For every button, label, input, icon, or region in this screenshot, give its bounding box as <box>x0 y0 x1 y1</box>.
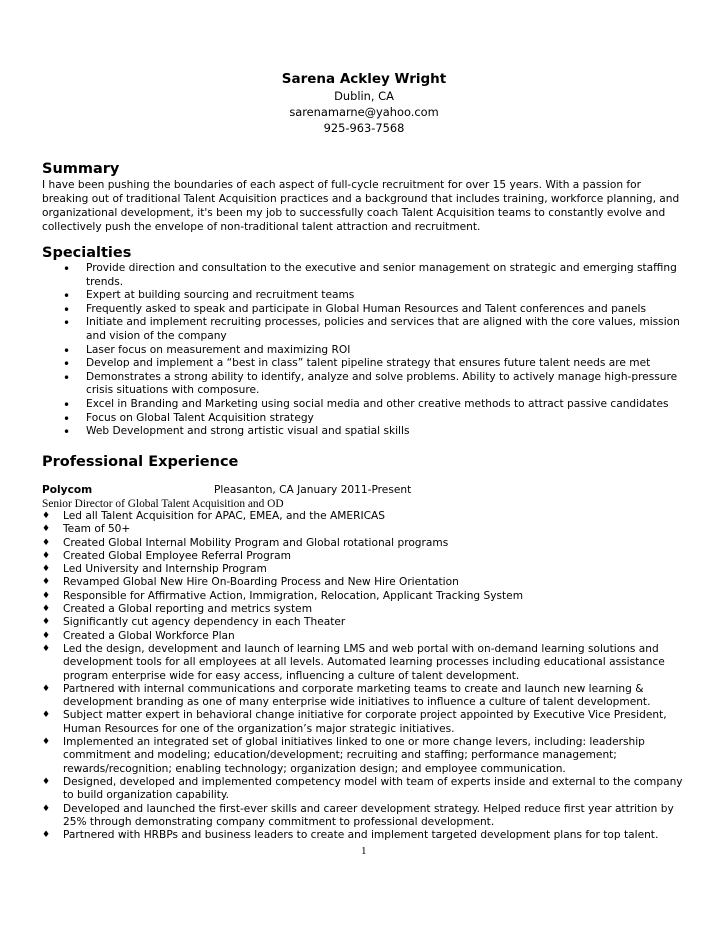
list-item: • Provide direction and consultation to the executive and senior management on strategic and emerging staffing trends. <box>63 262 677 288</box>
specialties-list <box>42 262 692 439</box>
list-item: ♦ Created Global Employee Referral Program <box>42 549 291 562</box>
list-item: • Develop and implement a “best in class” talent pipeline strategy that ensures future talent needs are met <box>63 357 651 372</box>
list-item: ♦ Partnered with HRBPs and business leaders to create and implement targeted development plans for top talent. <box>42 829 659 842</box>
list-item: ♦ Significantly cut agency dependency in each Theater <box>42 616 346 629</box>
list-item: ♦ Created Global Internal Mobility Program and Global rotational programs <box>42 536 449 549</box>
list-item: ♦ Led all Talent Acquisition for APAC, EMEA, and the AMERICAS <box>42 510 385 522</box>
list-item: ♦ Implemented an integrated set of global initiatives linked to one or more change levers, including: leadership commitment and modeling; education/development; recruiting and staffing; performance management; rewards/recognition; enabling technology; organization design; and employee communication. <box>42 736 645 775</box>
diamond-bullet-icon: ♦ <box>42 564 51 575</box>
list-item: • Laser focus on measurement and maximizing ROI <box>63 343 351 358</box>
list-item: ♦ Team of 50+ <box>42 523 131 536</box>
company-name: Polycom <box>42 484 93 496</box>
list-item: • Focus on Global Talent Acquisition strategy <box>63 411 314 426</box>
list-item: ♦ Led University and Internship Program <box>42 563 267 576</box>
company-location-dates: Pleasanton, CA January 2011-Present <box>214 484 412 496</box>
bullet-icon: • <box>63 302 71 317</box>
candidate-name: Sarena Ackley Wright <box>281 71 447 87</box>
diamond-bullet-icon: ♦ <box>42 617 51 628</box>
bullet-icon: • <box>63 357 71 372</box>
diamond-bullet-icon: ♦ <box>42 643 51 654</box>
list-item: ♦ Subject matter expert in behavioral change initiative for corporate project appointed by Executive Vice President, Human Resources for one of the organization’s major strategic initiatives. <box>42 709 667 735</box>
experience-heading: Professional Experience <box>42 454 239 470</box>
specialties-heading: Specialties <box>42 245 132 261</box>
diamond-bullet-icon: ♦ <box>42 577 51 588</box>
list-item: ♦ Designed, developed and implemented competency model with team of experts inside and external to the company to build organization capability. <box>42 775 683 802</box>
summary-heading: Summary <box>42 161 120 177</box>
summary-text: I have been pushing the boundaries of each aspect of full-cycle recruitment for over 15 years. With a passion for breaking out of traditional Talent Acquisition practices and a background that includes training, workforce planning, and organizational development, it's been my job to successfully coach Talent Acquisition teams to constantly evolve and collectively push the envelope of non-traditional talent attraction and recruitment. <box>42 179 680 233</box>
job-title: Senior Director of Global Talent Acquisition and OD <box>42 498 284 510</box>
list-item: • Frequently asked to speak and participate in Global Human Resources and Talent conferences and panels <box>63 302 646 317</box>
list-item: ♦ Partnered with internal communications and corporate marketing teams to create and launch new learning & development branding as one of many enterprise wide initiatives to influence a culture of talent development. <box>42 682 651 709</box>
list-item: ♦ Created a Global reporting and metrics system <box>42 603 313 616</box>
bullet-icon: • <box>63 425 71 440</box>
bullet-icon: • <box>63 411 71 426</box>
diamond-bullet-icon: ♦ <box>42 511 51 521</box>
diamond-bullet-icon: ♦ <box>42 830 51 841</box>
candidate-phone: 925-963-7568 <box>323 121 405 135</box>
bullet-icon: • <box>63 370 71 385</box>
page-number: 1 <box>361 845 367 857</box>
diamond-bullet-icon: ♦ <box>42 803 51 814</box>
diamond-bullet-icon: ♦ <box>42 776 51 787</box>
list-item: • Excel in Branding and Marketing using social media and other creative methods to attract passive candidates <box>63 397 669 412</box>
experience-list <box>42 510 692 842</box>
bullet-icon: • <box>63 262 71 276</box>
candidate-city: Dublin, CA <box>334 89 394 103</box>
diamond-bullet-icon: ♦ <box>42 524 51 535</box>
list-item: ♦ Led the design, development and launch of learning LMS and web portal with on-demand learning solutions and development tools for all employees at all levels. Automated learning processes including educational assistance program enterprise wide for easy access, influencing a culture of talent development. <box>42 642 665 682</box>
company-line <box>42 483 642 497</box>
list-item: ♦ Revamped Global New Hire On-Boarding Process and New Hire Orientation <box>42 576 459 589</box>
list-item: ♦ Created a Global Workforce Plan <box>42 629 235 642</box>
diamond-bullet-icon: ♦ <box>42 550 51 561</box>
bullet-icon: • <box>63 397 71 412</box>
bullet-icon: • <box>63 289 71 304</box>
diamond-bullet-icon: ♦ <box>42 630 51 641</box>
candidate-email: sarenamarne@yahoo.com <box>289 105 439 119</box>
diamond-bullet-icon: ♦ <box>42 683 51 694</box>
bullet-icon: • <box>63 316 71 331</box>
list-item: • Web Development and strong artistic visual and spatial skills <box>63 425 410 440</box>
list-item: • Demonstrates a strong ability to identify, analyze and solve problems. Ability to actively manage high-pressure crisis situations with composure. <box>63 370 678 397</box>
list-item: • Expert at building sourcing and recruitment teams <box>63 289 355 304</box>
diamond-bullet-icon: ♦ <box>42 537 51 548</box>
list-item: ♦ Developed and launched the first-ever skills and career development strategy. Helped reduce first year attrition by 25% through demonstrating company commitment to professional development. <box>42 802 674 828</box>
diamond-bullet-icon: ♦ <box>42 737 51 748</box>
resume-header <box>0 70 728 136</box>
bullet-icon: • <box>63 343 71 358</box>
diamond-bullet-icon: ♦ <box>42 710 51 721</box>
list-item: • Initiate and implement recruiting processes, policies and services that are aligned with the core values, mission and vision of the company <box>63 316 680 342</box>
list-item: ♦ Responsible for Affirmative Action, Immigration, Relocation, Applicant Tracking System <box>42 589 524 602</box>
diamond-bullet-icon: ♦ <box>42 604 51 615</box>
diamond-bullet-icon: ♦ <box>42 590 51 601</box>
